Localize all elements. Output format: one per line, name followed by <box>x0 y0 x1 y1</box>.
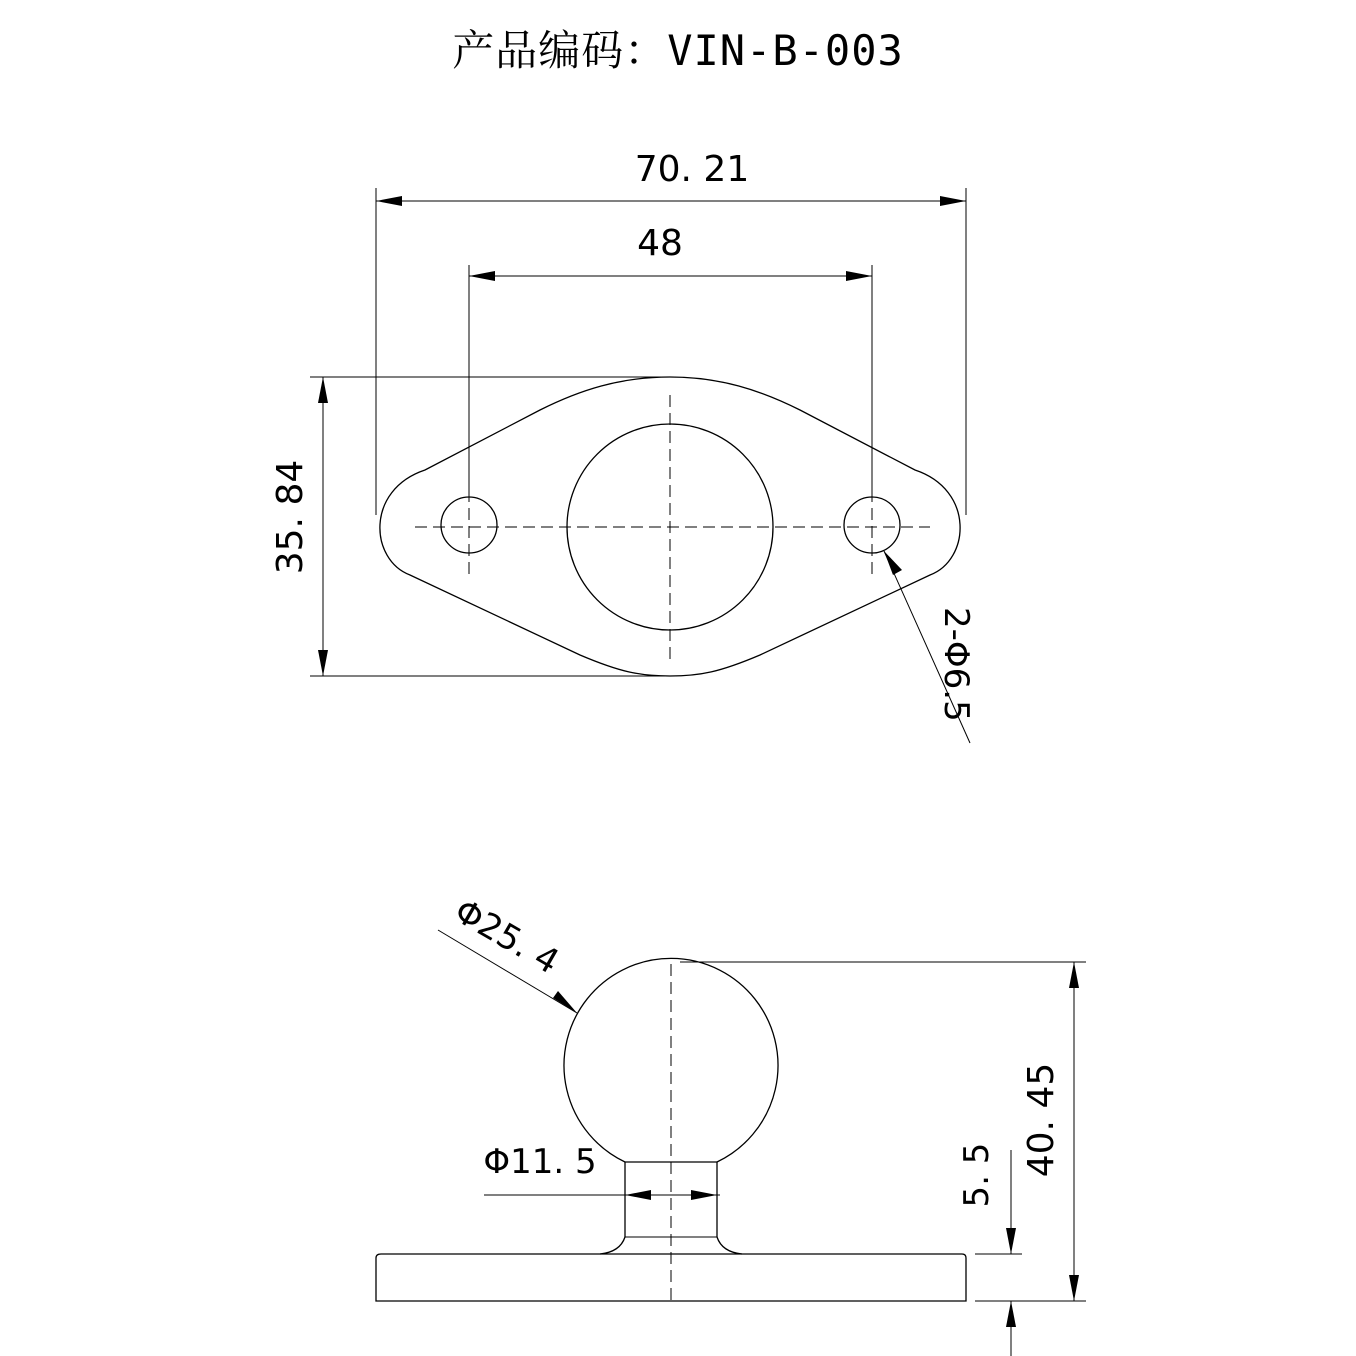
arrow-icon <box>318 650 328 676</box>
arrow-icon <box>940 196 966 206</box>
fillet-left <box>600 1237 625 1254</box>
arrow-icon <box>1006 1228 1016 1254</box>
arrow-icon <box>1069 1275 1079 1301</box>
fillet-right <box>717 1237 742 1254</box>
top-view <box>270 149 976 743</box>
dim-total-height: 40. 45 <box>1021 1062 1062 1178</box>
arrow-icon <box>553 991 577 1013</box>
arrow-icon <box>691 1190 717 1200</box>
side-view <box>376 891 1086 1356</box>
dim-neck-diameter: Φ11. 5 <box>483 1142 597 1182</box>
dim-hole-spacing: 48 <box>637 223 683 264</box>
dim-base-thickness: 5. 5 <box>957 1142 997 1208</box>
hole-callout: 2-Φ6.5 <box>936 607 976 722</box>
arrow-icon <box>846 271 872 281</box>
arrow-icon <box>625 1190 651 1200</box>
arrow-icon <box>1006 1301 1016 1327</box>
arrow-icon <box>469 271 495 281</box>
dim-overall-width: 70. 21 <box>634 149 750 190</box>
arrow-icon <box>318 377 328 403</box>
dim-height: 35. 84 <box>270 459 311 575</box>
arrow-icon <box>1069 962 1079 988</box>
arrow-icon <box>884 551 902 575</box>
dim-ball-diameter: Φ25. 4 <box>447 891 566 983</box>
drawing-title: 产品编码：VIN-B-003 <box>452 26 904 75</box>
arrow-icon <box>376 196 402 206</box>
